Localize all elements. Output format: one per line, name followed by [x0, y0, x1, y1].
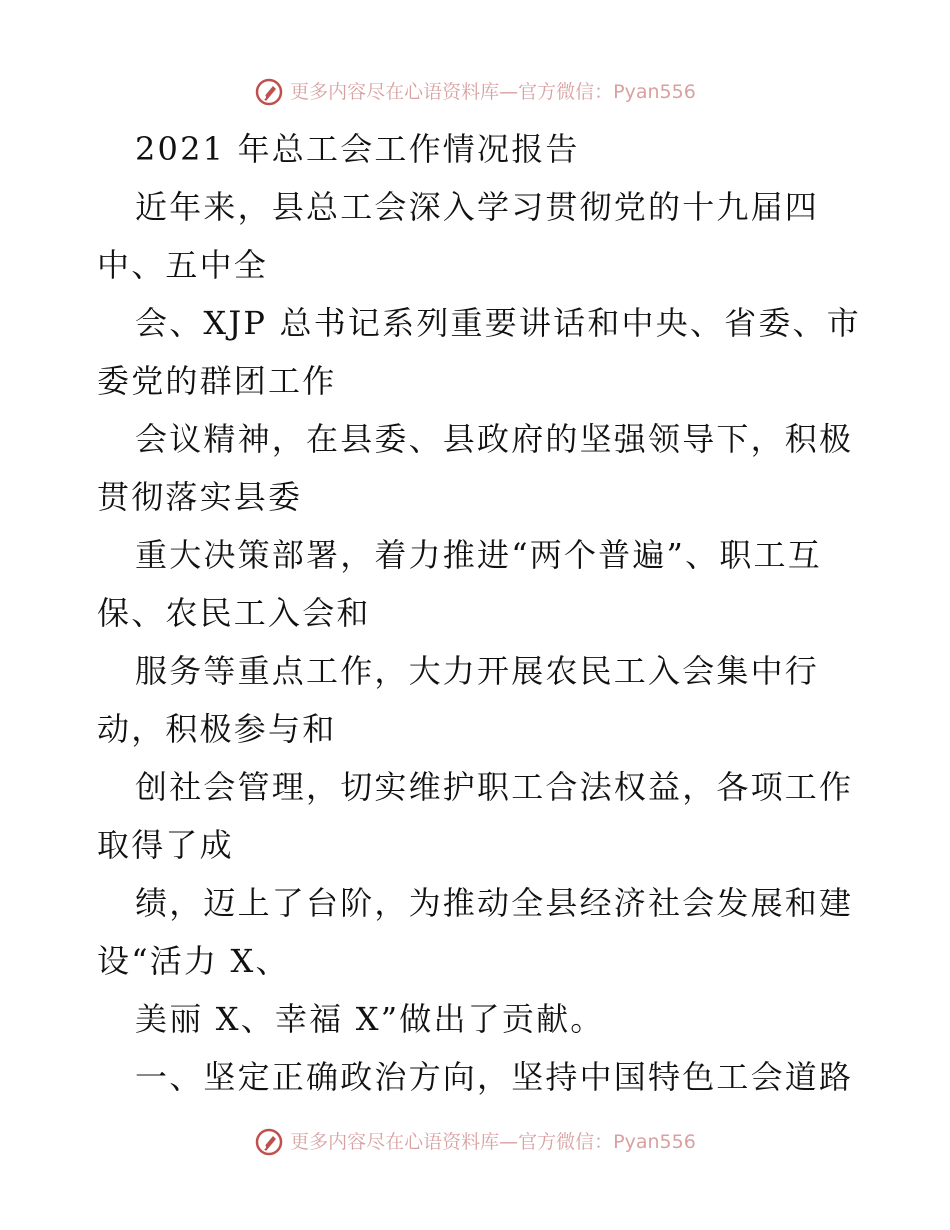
watermark-text: 更多内容尽在心语资料库—官方微信：Pyan556: [290, 81, 696, 103]
paragraph-line: 绩，迈上了台阶，为推动全县经济社会发展和建: [135, 884, 854, 922]
watermark-header: [0, 77, 950, 107]
document-title: 2021 年总工会工作情况报告: [135, 130, 580, 168]
paragraph-line: 设“活力 X、: [97, 942, 290, 980]
pen-logo-icon: [254, 77, 284, 107]
paragraph-line: 创社会管理，切实维护职工合法权益，各项工作: [135, 768, 854, 806]
paragraph-line: 美丽 X、幸福 X”做出了贡献。: [135, 1000, 605, 1038]
paragraph-line: 贯彻落实县委: [97, 478, 303, 516]
paragraph-line: 重大决策部署，着力推进“两个普遍”、职工互: [135, 536, 822, 574]
paragraph-line: 会议精神，在县委、县政府的坚强领导下，积极: [135, 420, 854, 458]
paragraph-line: 会、XJP 总书记系列重要讲话和中央、省委、市: [135, 304, 861, 342]
paragraph-line: 动，积极参与和: [97, 710, 337, 748]
watermark-text: 更多内容尽在心语资料库—官方微信：Pyan556: [290, 1131, 696, 1153]
pen-logo-icon: [254, 1127, 284, 1157]
paragraph-line: 中、五中全: [97, 246, 269, 284]
paragraph-line: 近年来，县总工会深入学习贯彻党的十九届四: [135, 188, 820, 226]
paragraph-line: 服务等重点工作，大力开展农民工入会集中行: [135, 652, 820, 690]
section-heading: 一、坚定正确政治方向，坚持中国特色工会道路: [135, 1058, 854, 1096]
watermark-footer: [0, 1127, 950, 1157]
paragraph-line: 保、农民工入会和: [97, 594, 371, 632]
paragraph-line: 取得了成: [97, 826, 234, 864]
paragraph-line: 委党的群团工作: [97, 362, 337, 400]
document-body: [97, 120, 861, 1106]
